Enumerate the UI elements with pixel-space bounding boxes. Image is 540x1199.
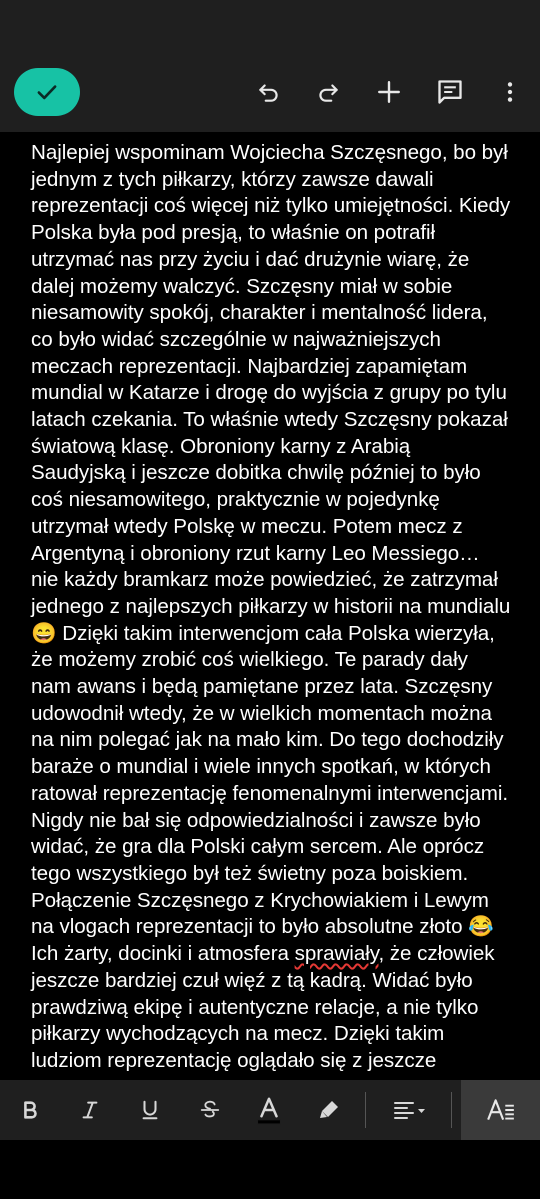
redo-icon bbox=[315, 79, 341, 105]
more-vert-icon bbox=[497, 79, 523, 105]
highlight-icon bbox=[317, 1098, 341, 1122]
bold-icon bbox=[19, 1099, 41, 1121]
undo-button[interactable] bbox=[251, 74, 287, 110]
strikethrough-button[interactable] bbox=[192, 1092, 228, 1128]
underline-icon bbox=[139, 1099, 161, 1121]
system-nav-area bbox=[0, 1140, 540, 1199]
underline-button[interactable] bbox=[132, 1092, 168, 1128]
add-button[interactable] bbox=[371, 74, 407, 110]
text-color-button[interactable] bbox=[251, 1092, 287, 1128]
document-text-after: , że człowiek jeszcze bardziej czuł więź z tą kadrą. Widać było prawdziwą ekipę i autentyczne relacje, a nie tylko piłkarzy wychodzących na mecz. Dzięki takim ludziom reprezentację oglądało się z jeszcze bbox=[31, 942, 495, 1072]
align-dropdown-button[interactable] bbox=[384, 1092, 436, 1128]
text-style-button[interactable] bbox=[461, 1080, 540, 1140]
check-icon bbox=[34, 79, 60, 105]
format-toolbar bbox=[0, 1080, 540, 1140]
done-button[interactable] bbox=[14, 68, 80, 116]
comment-button[interactable] bbox=[432, 74, 468, 110]
align-dropdown-icon bbox=[388, 1098, 432, 1122]
add-icon bbox=[376, 79, 402, 105]
italic-icon bbox=[79, 1099, 101, 1121]
document-text-before: Najlepiej wspominam Wojciecha Szczęsnego, bo był jednym z tych piłkarzy, którzy zawsze dawali reprezentacji coś więcej niż tylko umiejętności. Kiedy Polska była pod presją, to właśnie on potrafił utrzymać nas przy życiu i dać drużynie wiarę, że dalej możemy walczyć. Szczęsny miał w sobie niesamowity spokój, charakter i mentalność lidera, co było widać szczególnie w najważniejszych meczach reprezentacji. Najbardziej zapamiętam mundial w Katarze i drogę do wyjścia z grupy po tylu latach czekania. To właśnie wtedy Szczęsny pokazał światową klasę. Obroniony karny z Arabią Saudyjską i jeszcze dobitka chwilę później to było coś niesamowitego, praktycznie w pojedynkę utrzymał wtedy Polskę w meczu. Potem mecz z Argentyną i obroniony rzut karny Leo Messiego… nie każdy bramkarz może powiedzieć, że zatrzymał jednego z najlepszych piłkarzy w historii na mundialu 😄 Dzięki takim interwencjom cała Polska wierzyła, że możemy zrobić coś wielkiego. Te parady dały nam awans i będą pamiętane przez lata. Szczęsny udowodnił wtedy, że w wielkich momentach można na nim polegać jak na mało kim. Do tego dochodziły baraże o mundial i wiele innych spotkań, w których ratował reprezentację fenomenalnymi interwencjami. Nigdy nie bał się odpowiedzialności i zawsze było widać, że gra dla Polski całym sercem. Ale oprócz tego wszystkiego był też świetny poza boiskiem. Połączenie Szczęsnego z Krychowiakiem i Lewym na vlogach reprezentacji to było absolutne złoto 😂 Ich żarty, docinki i atmosfera bbox=[31, 141, 511, 966]
spellcheck-flagged-word[interactable]: sprawiały bbox=[294, 942, 379, 966]
document-text[interactable] bbox=[0, 132, 540, 1075]
italic-button[interactable] bbox=[72, 1092, 108, 1128]
document-body[interactable] bbox=[0, 132, 540, 1080]
strikethrough-icon bbox=[199, 1099, 221, 1121]
comment-icon bbox=[436, 78, 464, 106]
undo-icon bbox=[256, 79, 282, 105]
highlight-button[interactable] bbox=[311, 1092, 347, 1128]
toolbar-divider bbox=[451, 1092, 452, 1128]
more-options-button[interactable] bbox=[492, 74, 528, 110]
top-toolbar bbox=[0, 0, 540, 132]
toolbar-divider bbox=[365, 1092, 366, 1128]
redo-button[interactable] bbox=[310, 74, 346, 110]
bold-button[interactable] bbox=[12, 1092, 48, 1128]
text-style-icon bbox=[486, 1097, 516, 1123]
text-color-icon bbox=[254, 1095, 284, 1125]
